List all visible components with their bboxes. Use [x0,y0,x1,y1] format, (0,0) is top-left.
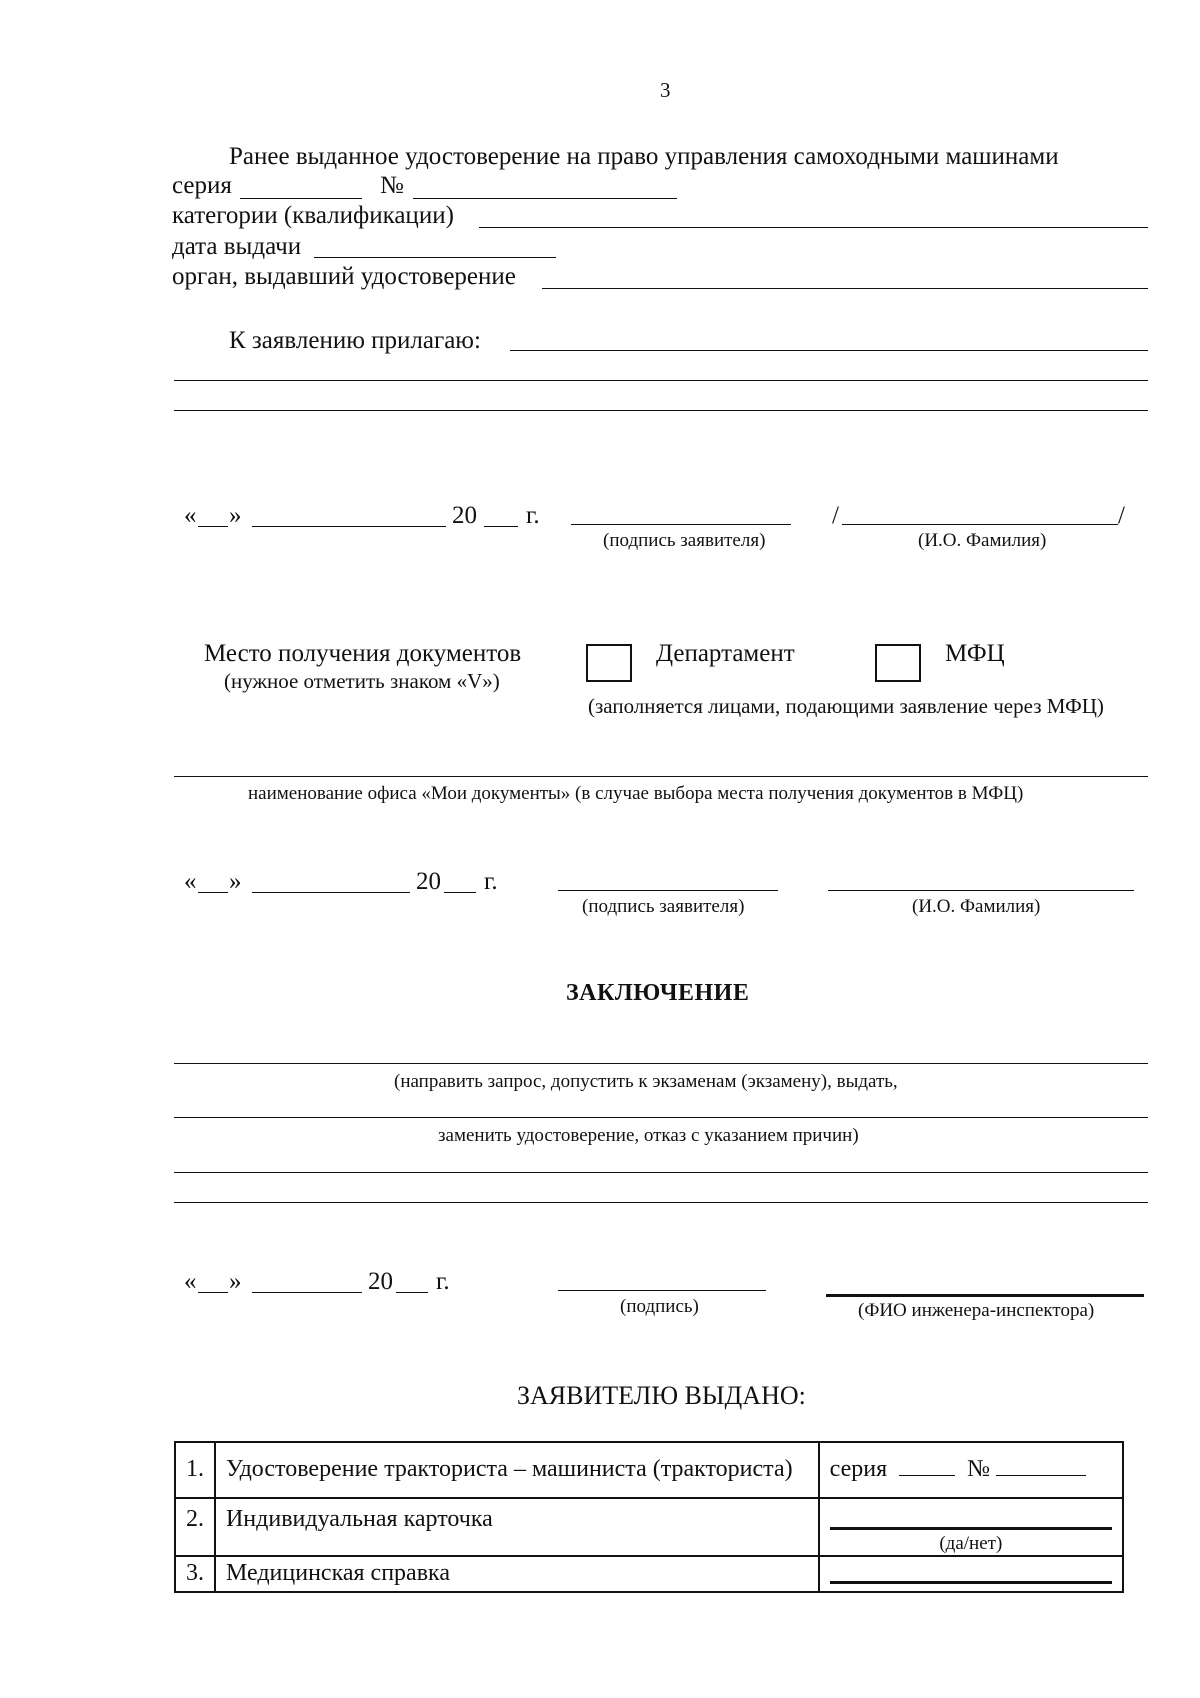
series-field[interactable] [240,198,362,199]
issue-date-field[interactable] [314,257,556,258]
date-day-field[interactable] [198,1292,228,1293]
series-number-cell [819,1442,1123,1498]
date-year-field[interactable] [396,1292,428,1293]
department-checkbox[interactable] [586,644,632,682]
issued-number-field[interactable] [996,1455,1086,1476]
date-year-field[interactable] [444,892,476,893]
slash-left: / [832,502,839,529]
row-number: 1. [175,1442,215,1498]
year-prefix: 20 [416,868,441,895]
date-quote-open: « [184,502,197,529]
mfc-office-field[interactable] [174,776,1148,777]
date-quote-open: « [184,868,197,895]
mfc-checkbox[interactable] [875,644,921,682]
date-quote-close: » [229,1268,242,1295]
card-answer-field[interactable] [830,1527,1112,1530]
applicant-name-field[interactable] [842,524,1118,525]
date-month-field[interactable] [252,892,410,893]
page-number: 3 [660,78,671,102]
conclusion-field-3[interactable] [174,1172,1148,1173]
issue-date-label: дата выдачи [172,233,302,260]
year-suffix: г. [526,502,540,529]
applicant-name-field[interactable] [828,890,1134,891]
signature-field[interactable] [558,1290,766,1291]
applicant-signature-field[interactable] [571,524,791,525]
date-month-field[interactable] [252,1292,362,1293]
inspector-caption: (ФИО инженера-инспектора) [858,1300,1095,1321]
mfc-note: (заполняется лицами, подающими заявление через МФЦ) [588,694,1104,718]
conclusion-field-1[interactable] [174,1063,1148,1064]
row-number: 2. [175,1498,215,1556]
table-row [175,1498,1123,1556]
table-row [175,1442,1123,1498]
inspector-name-field[interactable] [826,1294,1144,1297]
categories-field[interactable] [479,227,1148,228]
name-caption: (И.О. Фамилия) [912,896,1041,917]
slash-right: / [1118,502,1125,529]
mfc-office-caption: наименование офиса «Мои документы» (в случае выбора места получения документов в МФЦ) [248,783,1024,804]
date-year-field[interactable] [484,526,518,527]
year-prefix: 20 [368,1268,393,1295]
signature-caption: (подпись заявителя) [603,530,766,551]
date-day-field[interactable] [198,892,228,893]
conclusion-field-4[interactable] [174,1202,1148,1203]
conclusion-caption-1: (направить запрос, допустить к экзаменам (экзамену), выдать, [394,1071,898,1092]
conclusion-caption-2: заменить удостоверение, отказ с указанием причин) [438,1125,859,1146]
issued-table [174,1441,1124,1593]
row-name: Удостоверение тракториста – машиниста (тракториста) [215,1442,819,1498]
table-row [175,1556,1123,1592]
answer-cell [819,1498,1123,1556]
date-quote-close: » [229,502,242,529]
year-suffix: г. [484,868,498,895]
issued-series-field[interactable] [899,1455,955,1476]
answer-caption: (да/нет) [939,1533,1003,1554]
attachments-field-1[interactable] [510,350,1148,351]
conclusion-title: ЗАКЛЮЧЕНИЕ [566,980,750,1006]
row-name: Индивидуальная карточка [215,1498,819,1556]
certificate-answer-field[interactable] [830,1581,1112,1584]
signature-caption: (подпись заявителя) [582,896,745,917]
attachments-field-2[interactable] [174,380,1148,381]
issuer-field[interactable] [542,288,1148,289]
department-option-label: Департамент [656,640,795,667]
attachments-label: К заявлению прилагаю: [229,327,481,354]
row-name: Медицинская справка [215,1556,819,1592]
mfc-option-label: МФЦ [945,640,1005,667]
signature-caption: (подпись) [620,1296,699,1317]
date-quote-open: « [184,1268,197,1295]
attachments-field-3[interactable] [174,410,1148,411]
series-label: серия [829,1456,888,1482]
issuer-label: орган, выдавший удостоверение [172,263,516,290]
number-label: № [967,1456,991,1482]
pickup-label: Место получения документов [204,640,522,667]
applicant-signature-field[interactable] [558,890,778,891]
date-quote-close: » [229,868,242,895]
date-day-field[interactable] [198,526,228,527]
date-month-field[interactable] [252,526,446,527]
categories-label: категории (квалификации) [172,202,454,229]
number-field[interactable] [413,198,677,199]
number-label: № [380,172,404,199]
previous-license-intro: Ранее выданное удостоверение на право управления самоходными машинами [229,143,1059,170]
series-label: серия [172,172,232,199]
year-suffix: г. [436,1268,450,1295]
pickup-hint: (нужное отметить знаком «V») [224,669,500,693]
row-number: 3. [175,1556,215,1592]
issued-title: ЗАЯВИТЕЛЮ ВЫДАНО: [517,1381,806,1410]
name-caption: (И.О. Фамилия) [918,530,1047,551]
conclusion-field-2[interactable] [174,1117,1148,1118]
answer-cell [819,1556,1123,1592]
year-prefix: 20 [452,502,477,529]
